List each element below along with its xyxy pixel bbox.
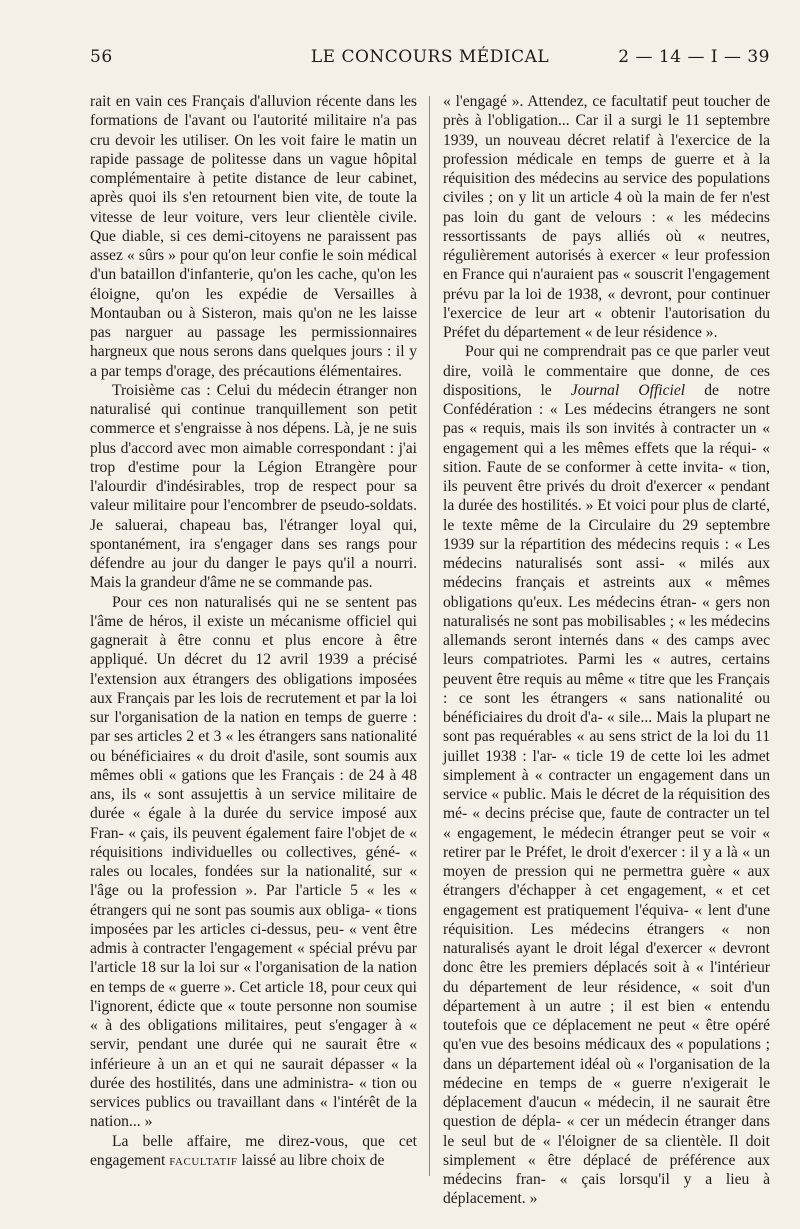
column-divider <box>429 96 430 1176</box>
left-paragraph-3: Pour ces non naturalisés qui ne se sentent pas l'âme de héros, il existe un mécanisme officiel qui gagnerait à être connu et plus encore à être appliqué. Un décret du 12 avril 1939 a précisé l'extension aux étrangers des obligations imposées aux Français par les lois de recrutement et par la loi sur l'organisation de la nation en temps de guerre : par ses articles 2 et 3 « les étrangers sans nationalité ou bénéficiaires « du droit d'asile, sont soumis aux mêmes obli « gations que les Français : de 24 à 48 ans, ils « sont assujettis à un service militaire de durée « égale à la durée du service imposé aux Fran- « çais, ils peuvent également faire l'objet de « réquisitions individuelles ou collectives, géné- « rales ou locales, fondées sur la nationalité, sur « l'âge ou la profession ». Par l'article 5 « les « étrangers qui ne sont pas soumis aux obliga- « tions imposées par les articles ci-dessus, peu- « vent être admis à contracter l'engagement « spécial prévu par l'article 18 sur la loi sur « l'organisation de la nation en temps de « guerre ». Cet article 18, pour ceux qui l'ignorent, édicte que « toute personne non soumise « à des obligations militaires, peut s'engager à « servir, pendant une durée qui ne saurait être « inférieure à un an et qui ne saurait dépasser « la durée des hostilités, dans une administra- « tion ou services publics ou travaillant dans « l'intérêt de la nation... » <box>90 593 417 1131</box>
right-paragraph-2-start: Pour qui ne comprendrait pas ce que parler veut dire, voilà le commentaire que donne, de ces dispositions, le <box>443 343 770 399</box>
left-paragraph-1: rait en vain ces Français d'alluvion récente dans les formations de l'avant ou l'autorité militaire n'a pas cru devoir les utiliser. On les voit faire le matin un rapide passage de politesse dans un vague hôpital complémentaire à petite distance de leur cabinet, après quoi ils s'en retournent bien vite, de toute la vitesse de leur voiture, vers leur clientèle civile. Que diable, si ces demi-citoyens ne paraissent pas assez « sûrs » pour qu'on leur confie le soin médical d'un bataillon d'infanterie, qu'on les cache, qu'on les éloigne, qu'on les expédie de Versailles à Montauban ou à Sisteron, mais qu'on ne les laisse pas narguer au passage les permissionnaires hargneux que nous serons dans quelques jours : il y a par temps d'orage, des précautions élémentaires. <box>90 93 417 380</box>
right-paragraph-2-end: de notre Confédération : « Les médecins étrangers ne sont pas « requis, mais ils son invités à contracter un « engagement qui a les mêmes effets que la réqui- « sition. Faute de se conformer à cette invita- « tion, ils peuvent être privés du droit d'exercer « pendant la durée des hostilités. » Et voici pour plus de clarté, le texte même de la Circulaire du 29 septembre 1939 sur la répartition des médecins requis : « Les médecins naturalisés sont assi- « milés aux médecins français et astreints aux « mêmes obligations qu'eux. Les médecins étran- « gers non naturalisés ne sont pas mobilisables ; « les médecins allemands seront internés dans « des camps avec leurs compatriotes. Parmi les « autres, certains peuvent être requis au même « titre que les Français : ce sont les étrangers « sans nationalité ou bénéficiaires du droit d'a- « sile... Mais la plupart ne sont pas requérables « au sens strict de la loi du 11 juillet 1938 : l'ar- « ticle 19 de cette loi les admet simplement à « contracter un engagement dans un service « public. Mais le décret de la réquisition des mé- « decins précise que, faute de contracter un tel « engagement, le médecin étranger peut se voir « retirer par le Préfet, le droit d'exercer : il y a là « un moyen de pression qui ne permettra guère « aux étrangers d'échapper à cet engagement, « et cet engagement est pratiquement l'équiva- « lent d'une réquisition. Les médecins étrangers « non naturalisés ayant le droit légal d'exercer « devront donc être les premiers déplacés soit à « l'intérieur du département de leur résidence, « soit d'un département à un autre ; il est bien « entendu toutefois que ce déplacement ne peut « être opéré qu'en vue des besoins médicaux des « populations ; dans un département idéal où « l'organisation de la médecine en temps de « guerre n'exigerait le déplacement d'aucun « médecin, il ne saurait être question de dépla- « cer un médecin étranger dans le seul but de « l'éloigner de sa clientèle. Il doit simplement « être déplacé de préférence aux médecins fran- « çais lorsqu'il y a lieu à déplacement. » <box>443 381 770 1208</box>
facultatif-emphasis: facultatif <box>169 1151 238 1169</box>
left-column <box>90 92 417 1170</box>
page-header <box>90 47 770 73</box>
page-number: 56 <box>90 47 113 67</box>
right-paragraph-2 <box>443 342 770 1208</box>
journal-title: LE CONCOURS MÉDICAL <box>310 47 550 67</box>
left-paragraph-4-end: laissé au libre choix de <box>241 1151 385 1169</box>
journal-officiel-italic: Journal Officiel <box>570 381 686 399</box>
right-paragraph-1: « l'engagé ». Attendez, ce facultatif peut toucher de près à l'obligation... Car il a surgi le 11 septembre 1939, un nouveau décret relatif à l'exercice de la profession médicale en temps de guerre et à la réquisition des médecins au service des populations civiles ; on y lit un article 4 où la main de fer n'est pas loin du gant de velours : « les médecins ressortissants de pays alliés où « neutres, régulièrement autorisés à exercer « leur profession en France qui n'auraient pas « souscrit l'engagement prévu par la loi de 1938, « devront, pour continuer l'exercice de leur art « obtenir l'autorisation du Préfet du département « de leur résidence ». <box>443 93 770 341</box>
issue-date: 2 — 14 — I — 39 <box>618 47 770 67</box>
left-paragraph-4 <box>90 1132 417 1171</box>
left-paragraph-2: Troisième cas : Celui du médecin étranger non naturalisé qui continue tranquillement son petit commerce et s'engraisse à nos dépens. Là, je ne suis plus d'accord avec mon aimable correspondant : j'ai trop d'estime pour la Légion Etrangère pour l'alourdir d'indésirables, trop de respect pour sa valeur militaire pour l'encombrer de pseudo-soldats. Je saluerai, chapeau bas, l'étranger loyal qui, spontanément, ira s'engager dans ses rangs pour défendre au jour du danger le pays qu'il a nourri. Mais la grandeur d'âme ne se commande pas. <box>90 381 417 592</box>
left-paragraph-4-start: La belle affaire, me direz-vous, que cet engagement <box>90 1132 417 1169</box>
right-column <box>443 92 770 1209</box>
